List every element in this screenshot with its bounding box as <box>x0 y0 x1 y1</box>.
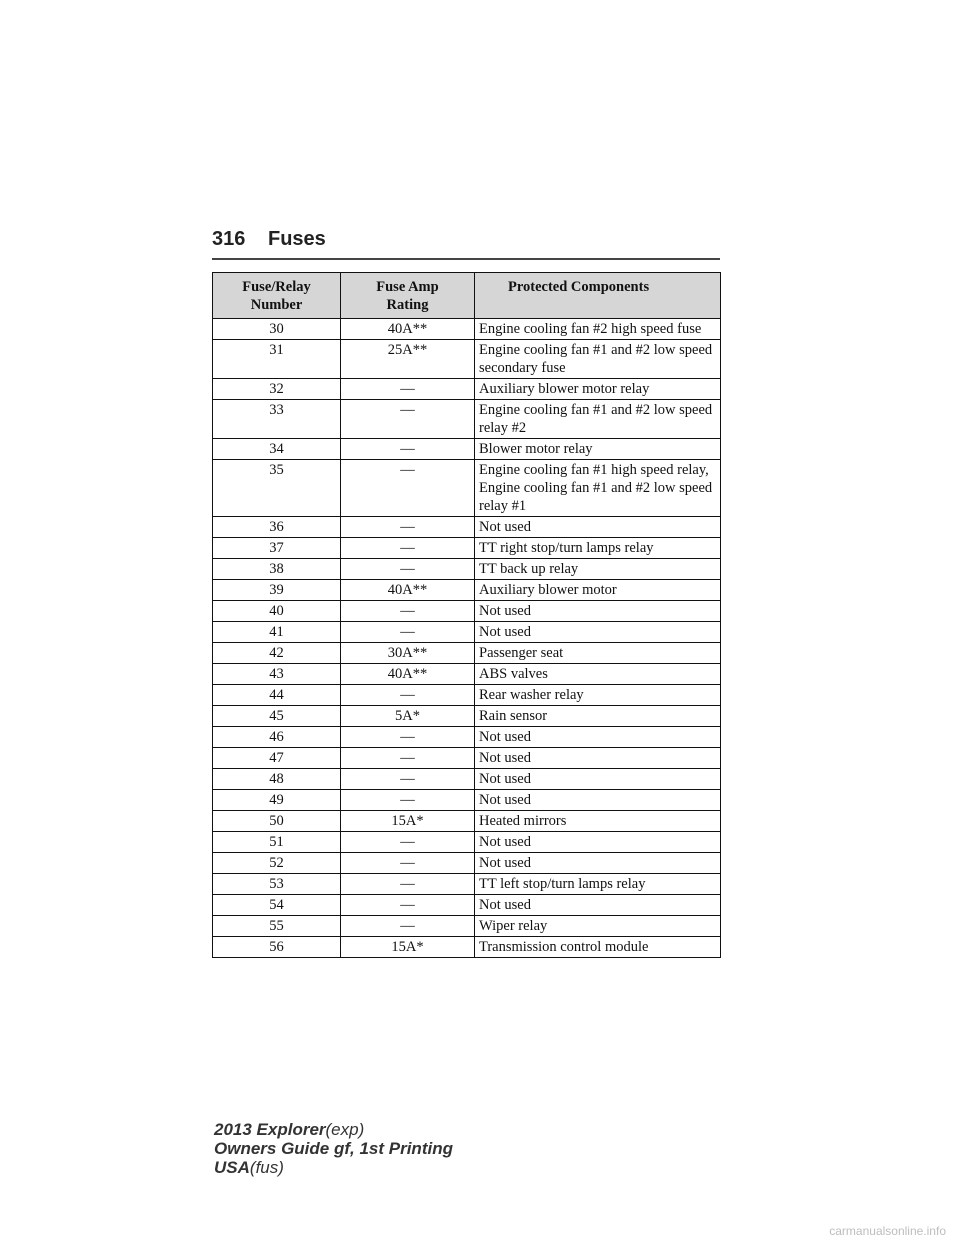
amp-rating-cell: 40A** <box>341 664 475 685</box>
amp-rating-cell: 40A** <box>341 319 475 340</box>
table-row <box>213 916 721 937</box>
amp-rating-cell: — <box>341 379 475 400</box>
amp-rating-cell: 40A** <box>341 580 475 601</box>
amp-rating-cell: — <box>341 685 475 706</box>
table-row <box>213 643 721 664</box>
fuse-number-cell: 46 <box>213 727 341 748</box>
protected-components-cell: Wiper relay <box>475 916 721 937</box>
protected-components-cell: TT right stop/turn lamps relay <box>475 538 721 559</box>
fuse-number-cell: 32 <box>213 379 341 400</box>
fuse-number-cell: 38 <box>213 559 341 580</box>
fuse-number-cell: 56 <box>213 937 341 958</box>
amp-rating-cell: — <box>341 538 475 559</box>
page-number: 316 <box>212 228 246 250</box>
header-rule <box>212 258 720 260</box>
protected-components-cell: Rain sensor <box>475 706 721 727</box>
table-header-row <box>213 273 721 319</box>
protected-components-cell: Not used <box>475 748 721 769</box>
column-header-number: Fuse/Relay Number <box>213 273 341 319</box>
page-header <box>212 228 720 258</box>
amp-rating-cell: — <box>341 601 475 622</box>
amp-rating-cell: — <box>341 400 475 439</box>
protected-components-cell: Heated mirrors <box>475 811 721 832</box>
amp-rating-cell: — <box>341 559 475 580</box>
fuse-number-cell: 37 <box>213 538 341 559</box>
table-row <box>213 748 721 769</box>
amp-rating-cell: 5A* <box>341 706 475 727</box>
table-row <box>213 559 721 580</box>
protected-components-cell: Auxiliary blower motor <box>475 580 721 601</box>
fuse-number-cell: 51 <box>213 832 341 853</box>
protected-components-cell: Not used <box>475 895 721 916</box>
protected-components-cell: Not used <box>475 727 721 748</box>
document-footer <box>214 1120 453 1177</box>
protected-components-cell: Not used <box>475 790 721 811</box>
table-row <box>213 811 721 832</box>
fuse-table <box>212 272 721 958</box>
table-row <box>213 874 721 895</box>
table-row <box>213 400 721 439</box>
fuse-number-cell: 30 <box>213 319 341 340</box>
table-row <box>213 790 721 811</box>
protected-components-cell: Engine cooling fan #1 high speed relay, Engine cooling fan #1 and #2 low speed relay #1 <box>475 460 721 517</box>
table-row <box>213 379 721 400</box>
protected-components-cell: Not used <box>475 853 721 874</box>
protected-components-cell: Not used <box>475 832 721 853</box>
fuse-number-cell: 31 <box>213 340 341 379</box>
protected-components-cell: Not used <box>475 517 721 538</box>
protected-components-cell: TT back up relay <box>475 559 721 580</box>
amp-rating-cell: — <box>341 895 475 916</box>
watermark: carmanualsonline.info <box>829 1224 946 1238</box>
amp-rating-cell: — <box>341 874 475 895</box>
amp-rating-cell: — <box>341 460 475 517</box>
amp-rating-cell: — <box>341 439 475 460</box>
footer-line-market: USA(fus) <box>214 1158 284 1177</box>
table-row <box>213 538 721 559</box>
fuse-number-cell: 49 <box>213 790 341 811</box>
protected-components-cell: Not used <box>475 622 721 643</box>
fuse-number-cell: 45 <box>213 706 341 727</box>
table-row <box>213 439 721 460</box>
fuse-number-cell: 54 <box>213 895 341 916</box>
protected-components-cell: TT left stop/turn lamps relay <box>475 874 721 895</box>
fuse-number-cell: 39 <box>213 580 341 601</box>
amp-rating-cell: 30A** <box>341 643 475 664</box>
amp-rating-cell: — <box>341 727 475 748</box>
protected-components-cell: Blower motor relay <box>475 439 721 460</box>
amp-rating-cell: 15A* <box>341 937 475 958</box>
table-row <box>213 319 721 340</box>
amp-rating-cell: — <box>341 517 475 538</box>
fuse-number-cell: 53 <box>213 874 341 895</box>
protected-components-cell: Transmission control module <box>475 937 721 958</box>
table-row <box>213 622 721 643</box>
protected-components-cell: Auxiliary blower motor relay <box>475 379 721 400</box>
table-row <box>213 937 721 958</box>
footer-line-model: 2013 Explorer(exp) <box>214 1120 365 1139</box>
amp-rating-cell: — <box>341 622 475 643</box>
table-row <box>213 664 721 685</box>
protected-components-cell: ABS valves <box>475 664 721 685</box>
footer-line-guide: Owners Guide gf, 1st Printing <box>214 1139 453 1158</box>
amp-rating-cell: 15A* <box>341 811 475 832</box>
table-row <box>213 832 721 853</box>
protected-components-cell: Not used <box>475 601 721 622</box>
fuse-number-cell: 55 <box>213 916 341 937</box>
fuse-number-cell: 33 <box>213 400 341 439</box>
fuse-number-cell: 48 <box>213 769 341 790</box>
column-header-amp: Fuse Amp Rating <box>341 273 475 319</box>
fuse-number-cell: 43 <box>213 664 341 685</box>
table-row <box>213 580 721 601</box>
table-row <box>213 769 721 790</box>
table-row <box>213 601 721 622</box>
amp-rating-cell: — <box>341 790 475 811</box>
table-row <box>213 727 721 748</box>
fuse-number-cell: 36 <box>213 517 341 538</box>
amp-rating-cell: — <box>341 832 475 853</box>
protected-components-cell: Engine cooling fan #1 and #2 low speed relay #2 <box>475 400 721 439</box>
table-row <box>213 340 721 379</box>
section-title: Fuses <box>268 228 326 250</box>
protected-components-cell: Engine cooling fan #1 and #2 low speed secondary fuse <box>475 340 721 379</box>
fuse-number-cell: 52 <box>213 853 341 874</box>
fuse-number-cell: 40 <box>213 601 341 622</box>
amp-rating-cell: — <box>341 853 475 874</box>
amp-rating-cell: 25A** <box>341 340 475 379</box>
table-row <box>213 517 721 538</box>
table-row <box>213 853 721 874</box>
amp-rating-cell: — <box>341 916 475 937</box>
table-row <box>213 685 721 706</box>
table-row <box>213 706 721 727</box>
fuse-number-cell: 41 <box>213 622 341 643</box>
fuse-number-cell: 44 <box>213 685 341 706</box>
protected-components-cell: Passenger seat <box>475 643 721 664</box>
protected-components-cell: Engine cooling fan #2 high speed fuse <box>475 319 721 340</box>
fuse-number-cell: 50 <box>213 811 341 832</box>
table-row <box>213 895 721 916</box>
table-row <box>213 460 721 517</box>
fuse-number-cell: 35 <box>213 460 341 517</box>
column-header-components: Protected Components <box>475 273 721 319</box>
fuse-number-cell: 42 <box>213 643 341 664</box>
table-body <box>213 319 721 958</box>
amp-rating-cell: — <box>341 748 475 769</box>
protected-components-cell: Rear washer relay <box>475 685 721 706</box>
amp-rating-cell: — <box>341 769 475 790</box>
fuse-number-cell: 47 <box>213 748 341 769</box>
protected-components-cell: Not used <box>475 769 721 790</box>
fuse-number-cell: 34 <box>213 439 341 460</box>
